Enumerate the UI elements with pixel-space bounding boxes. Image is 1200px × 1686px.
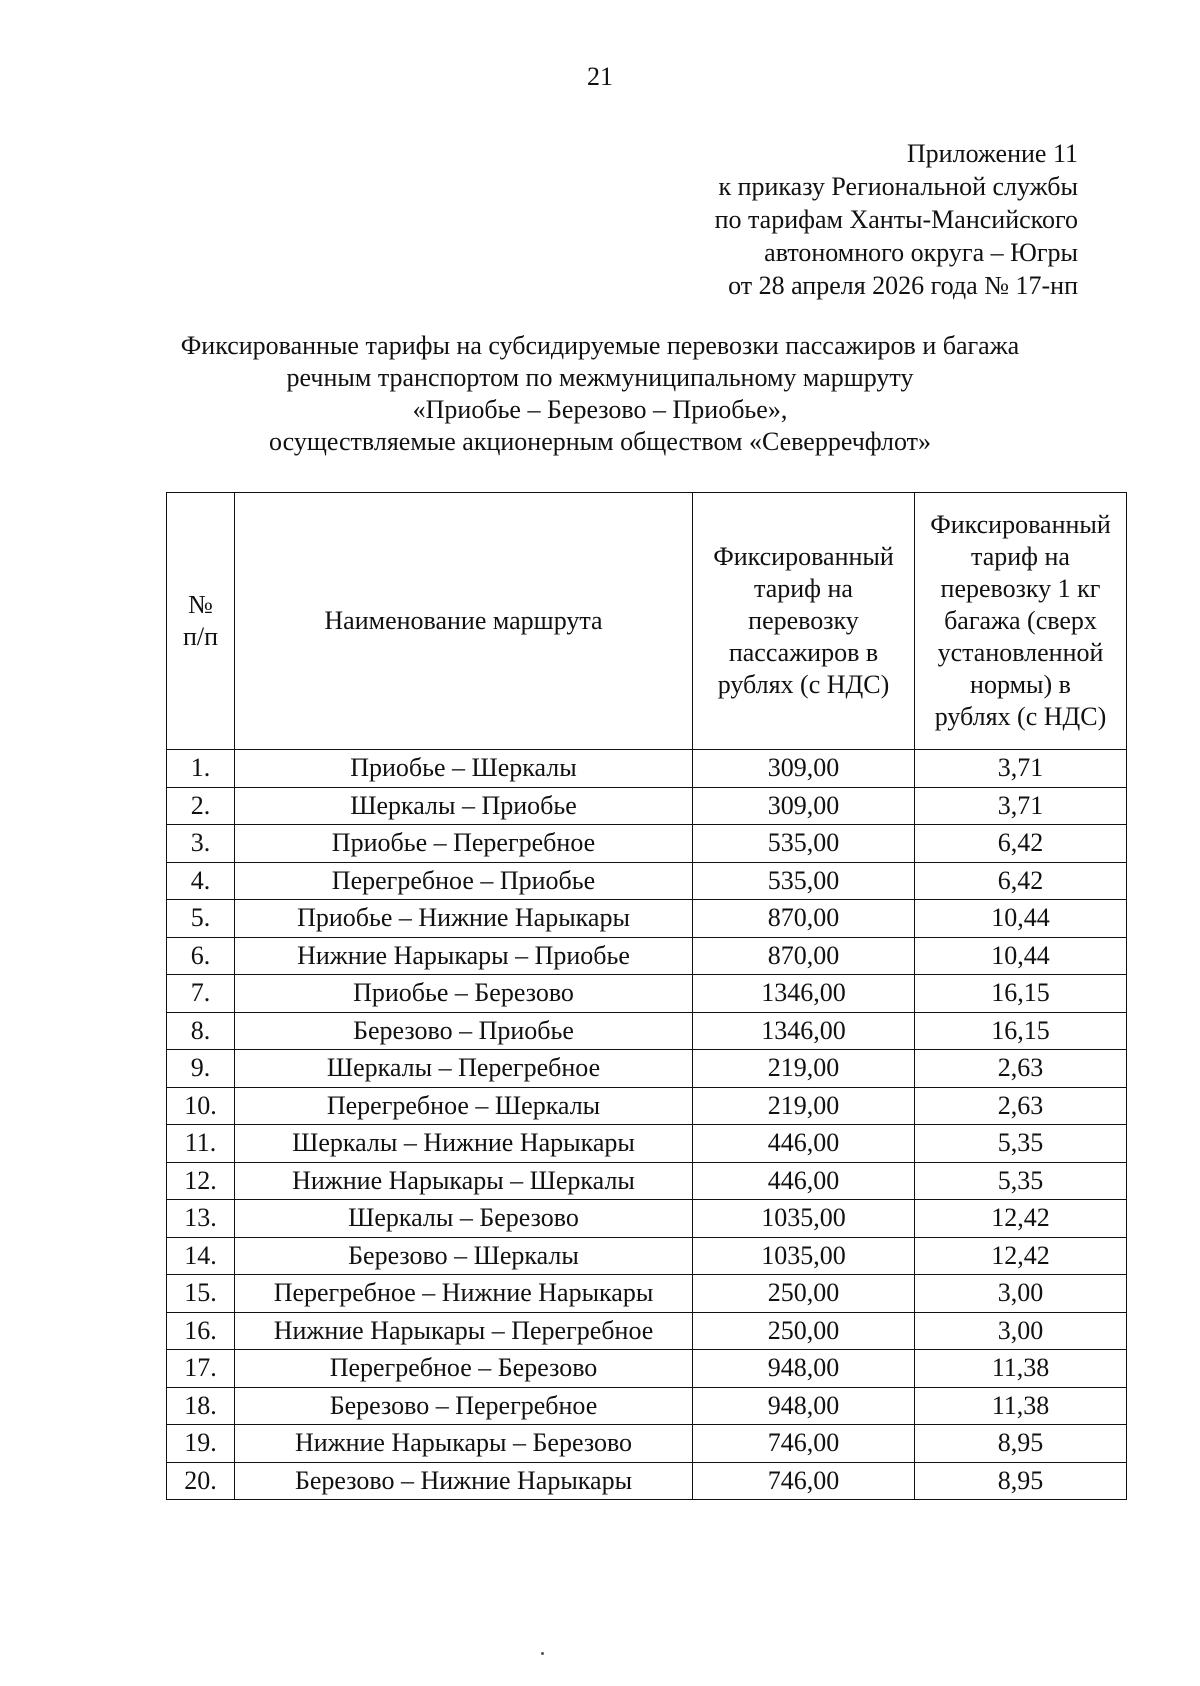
cell-baggage-tariff: 3,00 <box>915 1275 1127 1313</box>
cell-passenger-tariff: 746,00 <box>693 1425 915 1463</box>
cell-baggage-tariff: 10,44 <box>915 937 1127 975</box>
annex-block <box>715 137 1078 302</box>
cell-baggage-tariff: 6,42 <box>915 825 1127 863</box>
header-line: багажа (сверх <box>944 606 1097 635</box>
table-row <box>167 825 1127 863</box>
header-line: рублях (с НДС) <box>934 702 1107 731</box>
cell-baggage-tariff: 6,42 <box>915 862 1127 900</box>
header-baggage-tariff <box>915 493 1127 750</box>
document-title <box>0 330 1200 458</box>
cell-number: 6. <box>167 937 235 975</box>
page-number: 21 <box>587 62 613 91</box>
table-row <box>167 1312 1127 1350</box>
table-row <box>167 1087 1127 1125</box>
table-row <box>167 787 1127 825</box>
title-line: осуществляемые акционерным обществом «Северречфлот» <box>268 427 932 456</box>
cell-route: Приобье – Нижние Нарыкары <box>235 900 693 938</box>
cell-route: Приобье – Шеркалы <box>235 750 693 788</box>
table-row <box>167 1050 1127 1088</box>
cell-number: 14. <box>167 1237 235 1275</box>
cell-route: Нижние Нарыкары – Березово <box>235 1425 693 1463</box>
cell-passenger-tariff: 219,00 <box>693 1050 915 1088</box>
cell-passenger-tariff: 309,00 <box>693 787 915 825</box>
cell-number: 17. <box>167 1350 235 1388</box>
table-row <box>167 1125 1127 1163</box>
cell-passenger-tariff: 309,00 <box>693 750 915 788</box>
table-row <box>167 1425 1127 1463</box>
cell-route: Приобье – Перегребное <box>235 825 693 863</box>
title-line: Фиксированные тарифы на субсидируемые перевозки пассажиров и багажа <box>180 331 1020 360</box>
cell-route: Шеркалы – Нижние Нарыкары <box>235 1125 693 1163</box>
cell-passenger-tariff: 1346,00 <box>693 1012 915 1050</box>
tariff-table <box>166 492 1127 1500</box>
cell-baggage-tariff: 2,63 <box>915 1087 1127 1125</box>
cell-passenger-tariff: 535,00 <box>693 862 915 900</box>
annex-line: по тарифам Ханты-Мансийского <box>714 205 1078 234</box>
cell-route: Нижние Нарыкары – Перегребное <box>235 1312 693 1350</box>
cell-number: 2. <box>167 787 235 825</box>
cell-number: 20. <box>167 1462 235 1500</box>
cell-baggage-tariff: 16,15 <box>915 1012 1127 1050</box>
cell-passenger-tariff: 870,00 <box>693 937 915 975</box>
table-row <box>167 1387 1127 1425</box>
cell-number: 18. <box>167 1387 235 1425</box>
table-row <box>167 1012 1127 1050</box>
header-line: № <box>188 590 213 619</box>
title-line: речным транспортом по межмуниципальному маршруту <box>286 363 914 392</box>
table-row <box>167 750 1127 788</box>
header-line: тариф на <box>971 542 1070 571</box>
header-line: перевозку 1 кг <box>940 574 1101 603</box>
cell-baggage-tariff: 12,42 <box>915 1200 1127 1238</box>
cell-baggage-tariff: 3,71 <box>915 750 1127 788</box>
header-line: перевозку <box>748 606 859 635</box>
cell-route: Березово – Приобье <box>235 1012 693 1050</box>
cell-route: Шеркалы – Приобье <box>235 787 693 825</box>
cell-passenger-tariff: 1035,00 <box>693 1237 915 1275</box>
header-passenger-tariff <box>693 493 915 750</box>
cell-route: Приобье – Березово <box>235 975 693 1013</box>
cell-route: Перегребное – Березово <box>235 1350 693 1388</box>
annex-line: автономного округа – Югры <box>764 238 1078 267</box>
cell-number: 4. <box>167 862 235 900</box>
cell-baggage-tariff: 3,00 <box>915 1312 1127 1350</box>
header-line: Фиксированный <box>930 510 1111 539</box>
cell-passenger-tariff: 535,00 <box>693 825 915 863</box>
header-number <box>167 493 235 750</box>
cell-baggage-tariff: 5,35 <box>915 1162 1127 1200</box>
header-line: Фиксированный <box>713 542 894 571</box>
header-line: тариф на <box>754 574 853 603</box>
cell-passenger-tariff: 746,00 <box>693 1462 915 1500</box>
cell-number: 11. <box>167 1125 235 1163</box>
cell-passenger-tariff: 219,00 <box>693 1087 915 1125</box>
table-body <box>167 750 1127 1500</box>
cell-number: 19. <box>167 1425 235 1463</box>
cell-baggage-tariff: 8,95 <box>915 1462 1127 1500</box>
annex-line: к приказу Региональной службы <box>718 172 1078 201</box>
cell-passenger-tariff: 948,00 <box>693 1350 915 1388</box>
cell-number: 15. <box>167 1275 235 1313</box>
cell-passenger-tariff: 1035,00 <box>693 1200 915 1238</box>
cell-number: 13. <box>167 1200 235 1238</box>
header-route <box>235 493 693 750</box>
cell-route: Перегребное – Нижние Нарыкары <box>235 1275 693 1313</box>
header-line: п/п <box>182 622 219 651</box>
cell-route: Нижние Нарыкары – Шеркалы <box>235 1162 693 1200</box>
cell-route: Березово – Шеркалы <box>235 1237 693 1275</box>
cell-passenger-tariff: 446,00 <box>693 1162 915 1200</box>
header-line: Наименование маршрута <box>324 606 603 635</box>
table-row <box>167 1275 1127 1313</box>
cell-baggage-tariff: 10,44 <box>915 900 1127 938</box>
cell-baggage-tariff: 11,38 <box>915 1350 1127 1388</box>
header-line: нормы) в <box>970 670 1071 699</box>
cell-number: 3. <box>167 825 235 863</box>
cell-number: 1. <box>167 750 235 788</box>
table-row <box>167 1237 1127 1275</box>
cell-passenger-tariff: 446,00 <box>693 1125 915 1163</box>
cell-number: 7. <box>167 975 235 1013</box>
cell-route: Перегребное – Шеркалы <box>235 1087 693 1125</box>
cell-number: 10. <box>167 1087 235 1125</box>
annex-line: Приложение 11 <box>906 139 1078 168</box>
cell-number: 16. <box>167 1312 235 1350</box>
cell-passenger-tariff: 870,00 <box>693 900 915 938</box>
table-row <box>167 975 1127 1013</box>
cell-passenger-tariff: 250,00 <box>693 1275 915 1313</box>
table-header-row <box>167 493 1127 750</box>
cell-baggage-tariff: 8,95 <box>915 1425 1127 1463</box>
table-row <box>167 900 1127 938</box>
cell-baggage-tariff: 12,42 <box>915 1237 1127 1275</box>
header-line: пассажиров в <box>728 638 879 667</box>
table-row <box>167 1162 1127 1200</box>
cell-route: Нижние Нарыкары – Приобье <box>235 937 693 975</box>
annex-line: от 28 апреля 2026 года № 17-нп <box>728 271 1078 300</box>
cell-number: 5. <box>167 900 235 938</box>
header-line: рублях (с НДС) <box>717 670 890 699</box>
cell-route: Березово – Перегребное <box>235 1387 693 1425</box>
header-line: установленной <box>937 638 1104 667</box>
cell-baggage-tariff: 5,35 <box>915 1125 1127 1163</box>
table-row <box>167 1200 1127 1238</box>
cell-passenger-tariff: 948,00 <box>693 1387 915 1425</box>
cell-number: 9. <box>167 1050 235 1088</box>
cell-baggage-tariff: 11,38 <box>915 1387 1127 1425</box>
table-row <box>167 1462 1127 1500</box>
cell-baggage-tariff: 2,63 <box>915 1050 1127 1088</box>
cell-route: Березово – Нижние Нарыкары <box>235 1462 693 1500</box>
cell-passenger-tariff: 250,00 <box>693 1312 915 1350</box>
cell-baggage-tariff: 3,71 <box>915 787 1127 825</box>
table-row <box>167 1350 1127 1388</box>
scan-speck <box>541 1652 544 1655</box>
table-row <box>167 862 1127 900</box>
cell-route: Шеркалы – Березово <box>235 1200 693 1238</box>
title-line: «Приобье – Березово – Приобье», <box>412 395 788 424</box>
cell-baggage-tariff: 16,15 <box>915 975 1127 1013</box>
cell-number: 8. <box>167 1012 235 1050</box>
cell-passenger-tariff: 1346,00 <box>693 975 915 1013</box>
cell-route: Шеркалы – Перегребное <box>235 1050 693 1088</box>
table-row <box>167 937 1127 975</box>
cell-number: 12. <box>167 1162 235 1200</box>
cell-route: Перегребное – Приобье <box>235 862 693 900</box>
